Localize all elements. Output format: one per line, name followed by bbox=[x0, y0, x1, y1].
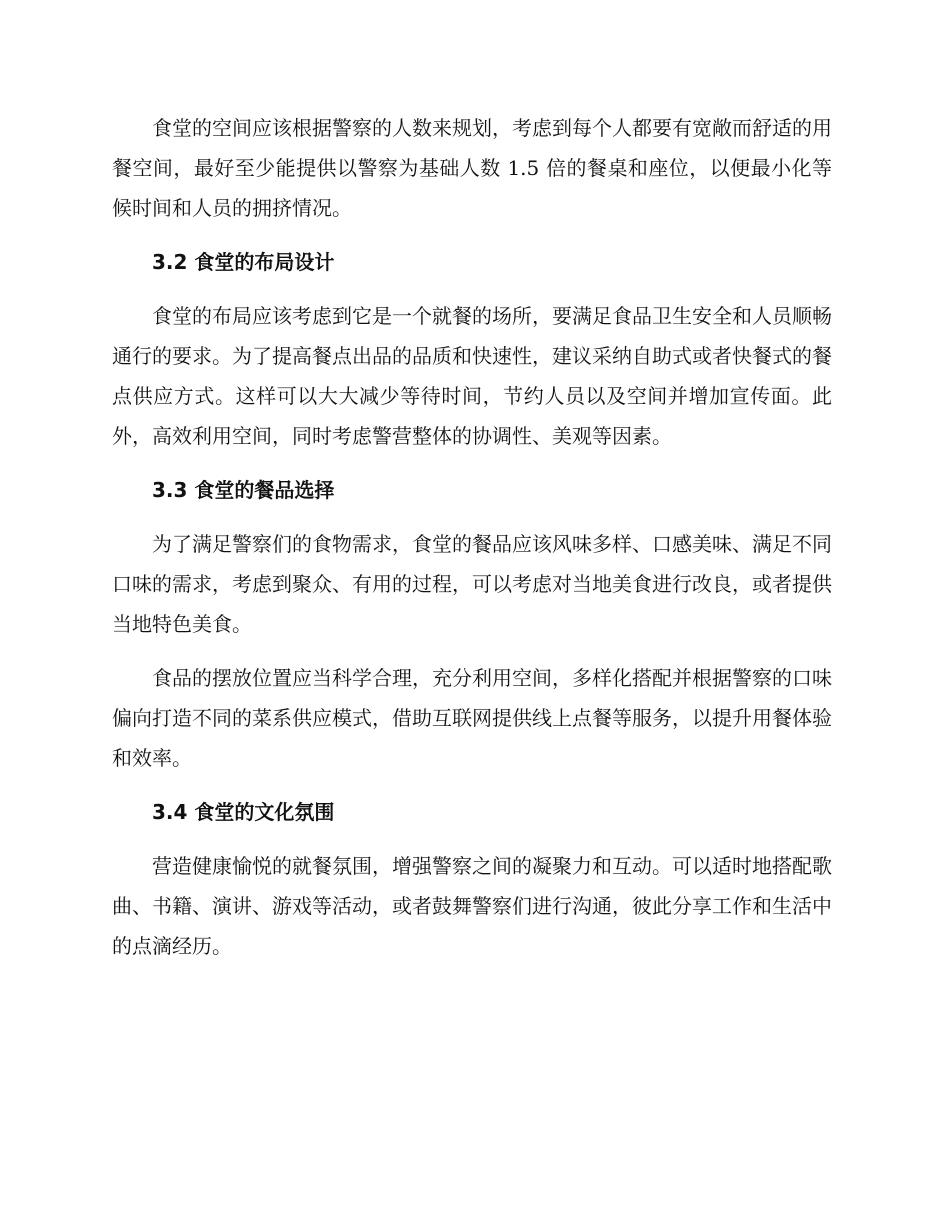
paragraph-cultural-atmosphere: 营造健康愉悦的就餐氛围，增强警察之间的凝聚力和互动。可以适时地搭配歌曲、书籍、演讲、游戏等活动，或者鼓舞警察们进行沟通，彼此分享工作和生活中的点滴经历。 bbox=[112, 854, 832, 958]
paragraph-layout-design: 食堂的布局应该考虑到它是一个就餐的场所，要满足食品卫生安全和人员顺畅通行的要求。为了提高餐点出品的品质和快速性，建议采纳自助式或者快餐式的餐点供应方式。这样可以大大减少等待时间，节约人员以及空间并增加宣传面。此外，高效利用空间，同时考虑警营整体的协调性、美观等因素。 bbox=[112, 304, 832, 448]
document-body bbox=[112, 108, 832, 980]
paragraph-food-selection: 为了满足警察们的食物需求，食堂的餐品应该风味多样、口感美味、满足不同口味的需求，考虑到聚众、有用的过程，可以考虑对当地美食进行改良，或者提供当地特色美食。 bbox=[112, 532, 832, 636]
section-heading-3-2: 3.2 食堂的布局设计 bbox=[152, 250, 335, 274]
section-heading-3-4: 3.4 食堂的文化氛围 bbox=[152, 800, 335, 824]
paragraph-food-placement: 食品的摆放位置应当科学合理，充分利用空间，多样化搭配并根据警察的口味偏向打造不同的菜系供应模式，借助互联网提供线上点餐等服务，以提升用餐体验和效率。 bbox=[112, 666, 832, 770]
section-heading-3-3: 3.3 食堂的餐品选择 bbox=[152, 478, 335, 502]
paragraph-space-planning: 食堂的空间应该根据警察的人数来规划，考虑到每个人都要有宽敞而舒适的用餐空间，最好至少能提供以警察为基础人数 1.5 倍的餐桌和座位，以便最小化等候时间和人员的拥挤情况。 bbox=[112, 116, 832, 220]
